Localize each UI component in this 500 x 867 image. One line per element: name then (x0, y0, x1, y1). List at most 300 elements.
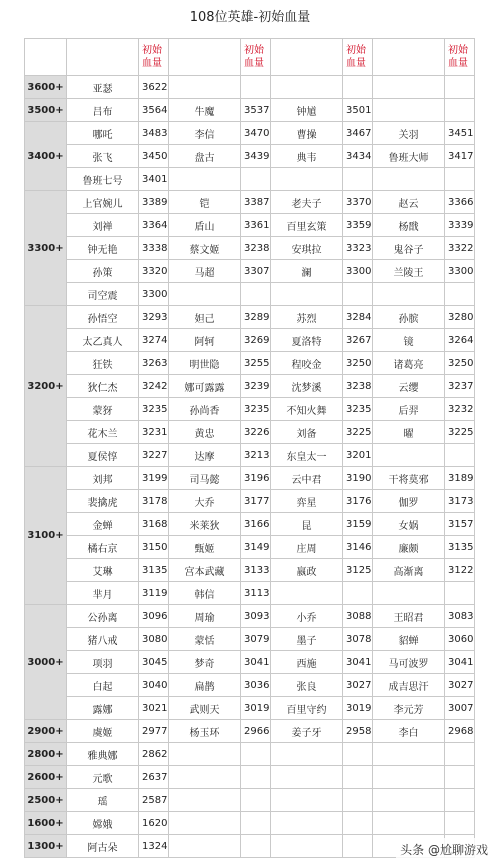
hero-hp: 1620 (139, 812, 169, 835)
hero-name: 牛魔 (169, 99, 241, 122)
table-row (25, 352, 475, 375)
hero-hp: 3093 (241, 605, 271, 628)
hero-name: 瑶 (67, 789, 139, 812)
hero-hp: 3564 (139, 99, 169, 122)
hero-name: 典韦 (271, 145, 343, 168)
hero-hp: 3078 (343, 628, 373, 651)
hero-name (271, 582, 343, 605)
hero-name: 孙悟空 (67, 306, 139, 329)
hero-hp: 3019 (343, 697, 373, 720)
hero-hp: 3263 (139, 352, 169, 375)
hero-hp (445, 76, 475, 99)
hero-hp: 3226 (241, 421, 271, 444)
hero-hp: 2958 (343, 720, 373, 743)
hero-hp: 3149 (241, 536, 271, 559)
hero-name: 司空震 (67, 283, 139, 306)
hero-hp: 2637 (139, 766, 169, 789)
hero-hp (343, 168, 373, 191)
hero-hp: 3364 (139, 214, 169, 237)
tier-label: 3500+ (25, 99, 67, 122)
hero-name: 铠 (169, 191, 241, 214)
hero-hp: 3483 (139, 122, 169, 145)
hero-hp: 3231 (139, 421, 169, 444)
hero-hp: 3146 (343, 536, 373, 559)
hero-name (271, 812, 343, 835)
table-row (25, 651, 475, 674)
hero-name: 百里玄策 (271, 214, 343, 237)
hero-hp: 3300 (445, 260, 475, 283)
hero-hp (343, 743, 373, 766)
tier-label: 2900+ (25, 720, 67, 743)
hero-name: 明世隐 (169, 352, 241, 375)
hero-name: 后羿 (373, 398, 445, 421)
hero-name (373, 99, 445, 122)
hero-hp (343, 835, 373, 858)
hero-hp: 3622 (139, 76, 169, 99)
hero-hp (343, 582, 373, 605)
hero-hp: 3359 (343, 214, 373, 237)
table-row (25, 260, 475, 283)
hero-name: 李元芳 (373, 697, 445, 720)
hero-name (169, 789, 241, 812)
hero-name: 镜 (373, 329, 445, 352)
hero-hp: 3189 (445, 467, 475, 490)
hero-name: 蔡文姬 (169, 237, 241, 260)
tier-label: 3200+ (25, 306, 67, 467)
hero-name (271, 168, 343, 191)
hero-hp: 3213 (241, 444, 271, 467)
header-hp-label: 初始血量 (241, 39, 271, 76)
table-row (25, 329, 475, 352)
header-hp-label: 初始血量 (445, 39, 475, 76)
hero-name: 金蝉 (67, 513, 139, 536)
hero-name: 杨玉环 (169, 720, 241, 743)
header-hp-label: 初始血量 (139, 39, 169, 76)
hero-hp: 3267 (343, 329, 373, 352)
table-row (25, 720, 475, 743)
header-hp-label: 初始血量 (343, 39, 373, 76)
tier-label: 3300+ (25, 191, 67, 306)
hero-hp: 3225 (343, 421, 373, 444)
hero-name (373, 743, 445, 766)
hero-name: 貂蝉 (373, 628, 445, 651)
hero-name: 花木兰 (67, 421, 139, 444)
tier-label: 1300+ (25, 835, 67, 858)
hero-hp: 3036 (241, 674, 271, 697)
hero-name: 阿古朵 (67, 835, 139, 858)
hero-hp (445, 444, 475, 467)
hero-hp: 3122 (445, 559, 475, 582)
hero-name: 妲己 (169, 306, 241, 329)
hero-hp: 3370 (343, 191, 373, 214)
hero-name: 不知火舞 (271, 398, 343, 421)
hero-hp: 3307 (241, 260, 271, 283)
hero-hp (343, 812, 373, 835)
hero-name: 橘右京 (67, 536, 139, 559)
hero-hp (241, 766, 271, 789)
hero-hp: 3007 (445, 697, 475, 720)
hero-name: 昆 (271, 513, 343, 536)
hero-hp: 3113 (241, 582, 271, 605)
hero-hp: 3250 (343, 352, 373, 375)
hero-hp: 3238 (343, 375, 373, 398)
hero-hp: 3269 (241, 329, 271, 352)
hero-hp: 3470 (241, 122, 271, 145)
hero-name: 小乔 (271, 605, 343, 628)
hero-hp: 3366 (445, 191, 475, 214)
hero-hp: 3235 (343, 398, 373, 421)
hero-name (169, 168, 241, 191)
hero-hp: 3135 (139, 559, 169, 582)
hero-name: 司马懿 (169, 467, 241, 490)
hero-name: 裴擒虎 (67, 490, 139, 513)
hero-name (373, 168, 445, 191)
hero-name: 刘备 (271, 421, 343, 444)
hero-hp: 2587 (139, 789, 169, 812)
hero-hp (241, 743, 271, 766)
hero-name: 关羽 (373, 122, 445, 145)
hero-hp: 2968 (445, 720, 475, 743)
hero-hp: 3199 (139, 467, 169, 490)
hero-hp: 3080 (139, 628, 169, 651)
hero-name: 伽罗 (373, 490, 445, 513)
table-row (25, 743, 475, 766)
hero-name (271, 283, 343, 306)
hero-name (373, 283, 445, 306)
hero-name (373, 812, 445, 835)
hero-name: 鲁班大师 (373, 145, 445, 168)
hero-name: 达摩 (169, 444, 241, 467)
hero-name: 杨戬 (373, 214, 445, 237)
hero-name: 蒙恬 (169, 628, 241, 651)
hero-hp: 3173 (445, 490, 475, 513)
tier-label: 2500+ (25, 789, 67, 812)
hero-hp: 3041 (343, 651, 373, 674)
table-row (25, 789, 475, 812)
hero-hp: 3250 (445, 352, 475, 375)
hero-hp: 3190 (343, 467, 373, 490)
header-name-cell (169, 39, 241, 76)
hero-name: 钟馗 (271, 99, 343, 122)
hero-name (169, 812, 241, 835)
hero-name: 兰陵王 (373, 260, 445, 283)
hero-hp: 3320 (139, 260, 169, 283)
hero-hp: 3274 (139, 329, 169, 352)
hero-name: 刘禅 (67, 214, 139, 237)
hero-name: 公孙离 (67, 605, 139, 628)
table-row (25, 490, 475, 513)
hero-hp: 3280 (445, 306, 475, 329)
hero-name: 上官婉儿 (67, 191, 139, 214)
hero-name: 马可波罗 (373, 651, 445, 674)
hero-name: 干将莫邪 (373, 467, 445, 490)
page-title: 108位英雄-初始血量 (189, 10, 311, 25)
hero-name (271, 76, 343, 99)
hero-hp (343, 766, 373, 789)
hero-hp: 3293 (139, 306, 169, 329)
hero-name: 亚瑟 (67, 76, 139, 99)
hero-hp (445, 789, 475, 812)
hero-hp (343, 76, 373, 99)
hero-name: 狄仁杰 (67, 375, 139, 398)
hero-name: 夏侯惇 (67, 444, 139, 467)
hero-hp: 3451 (445, 122, 475, 145)
hero-name (373, 582, 445, 605)
hero-hp: 3135 (445, 536, 475, 559)
hero-hp: 3434 (343, 145, 373, 168)
hero-name: 安琪拉 (271, 237, 343, 260)
hero-name: 宫本武藏 (169, 559, 241, 582)
hero-hp: 3235 (241, 398, 271, 421)
hero-hp: 3255 (241, 352, 271, 375)
hero-hp: 3157 (445, 513, 475, 536)
hero-name: 武则天 (169, 697, 241, 720)
hero-hp: 3322 (445, 237, 475, 260)
hero-hp (241, 812, 271, 835)
hero-name: 刘邦 (67, 467, 139, 490)
table-row (25, 467, 475, 490)
hero-hp: 3237 (445, 375, 475, 398)
hero-name (373, 444, 445, 467)
hero-name: 元歌 (67, 766, 139, 789)
hero-name: 诸葛亮 (373, 352, 445, 375)
hero-hp: 3168 (139, 513, 169, 536)
hero-name: 嫦娥 (67, 812, 139, 835)
hero-hp: 3019 (241, 697, 271, 720)
hero-hp (445, 766, 475, 789)
hero-hp: 3501 (343, 99, 373, 122)
hero-hp: 3450 (139, 145, 169, 168)
hero-name: 哪吒 (67, 122, 139, 145)
hero-name (169, 743, 241, 766)
table-row (25, 99, 475, 122)
hero-name (373, 76, 445, 99)
hero-name: 扁鹊 (169, 674, 241, 697)
hero-name: 王昭君 (373, 605, 445, 628)
hero-name: 曜 (373, 421, 445, 444)
table-row (25, 605, 475, 628)
hero-name: 赵云 (373, 191, 445, 214)
hero-name: 白起 (67, 674, 139, 697)
hero-name: 成吉思汗 (373, 674, 445, 697)
hero-hp: 3264 (445, 329, 475, 352)
hero-name: 老夫子 (271, 191, 343, 214)
hero-name (373, 766, 445, 789)
hero-name: 太乙真人 (67, 329, 139, 352)
hero-name (169, 283, 241, 306)
table-row (25, 237, 475, 260)
table-row (25, 306, 475, 329)
hero-name (271, 789, 343, 812)
tier-label: 3600+ (25, 76, 67, 99)
hero-name: 澜 (271, 260, 343, 283)
hero-name: 张良 (271, 674, 343, 697)
hero-hp: 3239 (241, 375, 271, 398)
table-row (25, 559, 475, 582)
hero-name: 庄周 (271, 536, 343, 559)
hero-name: 大乔 (169, 490, 241, 513)
hero-name (169, 766, 241, 789)
hero-hp: 3196 (241, 467, 271, 490)
hero-name: 张飞 (67, 145, 139, 168)
hero-hp: 3235 (139, 398, 169, 421)
table-row (25, 214, 475, 237)
hero-hp: 1324 (139, 835, 169, 858)
hero-name: 百里守约 (271, 697, 343, 720)
hero-name: 猪八戒 (67, 628, 139, 651)
hero-hp: 3439 (241, 145, 271, 168)
watermark: 头条 @尬聊游戏 (396, 838, 492, 862)
hero-name: 孙策 (67, 260, 139, 283)
hero-hp: 3467 (343, 122, 373, 145)
hero-name (271, 835, 343, 858)
hero-hp: 3045 (139, 651, 169, 674)
table-row (25, 76, 475, 99)
hero-name: 吕布 (67, 99, 139, 122)
hero-name (271, 766, 343, 789)
header-name-cell (271, 39, 343, 76)
hero-hp: 3178 (139, 490, 169, 513)
hero-name: 曹操 (271, 122, 343, 145)
hero-name: 程咬金 (271, 352, 343, 375)
hero-hp: 3389 (139, 191, 169, 214)
hero-hp (241, 168, 271, 191)
hero-name: 李白 (373, 720, 445, 743)
hero-name: 娜可露露 (169, 375, 241, 398)
table-row (25, 628, 475, 651)
table-row (25, 444, 475, 467)
hero-hp: 3225 (445, 421, 475, 444)
table-row (25, 283, 475, 306)
hero-hp (445, 99, 475, 122)
hero-hp: 3417 (445, 145, 475, 168)
tier-label: 2800+ (25, 743, 67, 766)
hero-name: 黄忠 (169, 421, 241, 444)
table-row (25, 122, 475, 145)
hero-name: 沈梦溪 (271, 375, 343, 398)
hero-hp: 3041 (241, 651, 271, 674)
hero-name: 虞姬 (67, 720, 139, 743)
tier-label: 3100+ (25, 467, 67, 605)
hero-name: 周瑜 (169, 605, 241, 628)
hero-hp: 3339 (445, 214, 475, 237)
hero-hp: 3133 (241, 559, 271, 582)
hero-hp: 2977 (139, 720, 169, 743)
hero-hp (241, 283, 271, 306)
hero-hp-table (24, 38, 475, 858)
hero-name: 项羽 (67, 651, 139, 674)
hero-hp (343, 283, 373, 306)
hero-name: 蒙犽 (67, 398, 139, 421)
hero-hp (445, 743, 475, 766)
hero-name: 苏烈 (271, 306, 343, 329)
hero-name: 孙尚香 (169, 398, 241, 421)
hero-name: 狂铁 (67, 352, 139, 375)
hero-hp: 3361 (241, 214, 271, 237)
hero-name: 李信 (169, 122, 241, 145)
hero-hp: 3284 (343, 306, 373, 329)
hero-hp: 3300 (343, 260, 373, 283)
hero-hp: 3027 (343, 674, 373, 697)
hero-name: 露娜 (67, 697, 139, 720)
hero-hp: 3323 (343, 237, 373, 260)
table-row (25, 191, 475, 214)
tier-label: 2600+ (25, 766, 67, 789)
hero-name: 廉颇 (373, 536, 445, 559)
hero-name: 西施 (271, 651, 343, 674)
table-row (25, 766, 475, 789)
hero-name: 云中君 (271, 467, 343, 490)
hero-hp: 3201 (343, 444, 373, 467)
hero-hp: 3125 (343, 559, 373, 582)
hero-hp: 3300 (139, 283, 169, 306)
hero-name (373, 789, 445, 812)
hero-hp: 2966 (241, 720, 271, 743)
hero-name: 钟无艳 (67, 237, 139, 260)
hero-name (169, 835, 241, 858)
table-row (25, 398, 475, 421)
hero-name: 甄姬 (169, 536, 241, 559)
table-row (25, 145, 475, 168)
hero-hp: 3338 (139, 237, 169, 260)
hero-name: 盘古 (169, 145, 241, 168)
header-corner (25, 39, 67, 76)
hero-name: 雅典娜 (67, 743, 139, 766)
hero-hp (445, 168, 475, 191)
hero-name: 鲁班七号 (67, 168, 139, 191)
table-row (25, 421, 475, 444)
hero-hp: 3232 (445, 398, 475, 421)
hero-hp: 3387 (241, 191, 271, 214)
hero-hp: 3021 (139, 697, 169, 720)
table-row (25, 697, 475, 720)
hero-hp: 3041 (445, 651, 475, 674)
hero-hp: 3119 (139, 582, 169, 605)
tier-label: 3400+ (25, 122, 67, 191)
hero-hp (241, 835, 271, 858)
hero-hp: 3238 (241, 237, 271, 260)
tier-label: 3000+ (25, 605, 67, 720)
hero-hp: 3150 (139, 536, 169, 559)
hero-hp: 3088 (343, 605, 373, 628)
hero-name: 嬴政 (271, 559, 343, 582)
hero-name: 弈星 (271, 490, 343, 513)
table-row (25, 812, 475, 835)
hero-hp: 3166 (241, 513, 271, 536)
table-row (25, 674, 475, 697)
hero-name: 芈月 (67, 582, 139, 605)
hero-name: 姜子牙 (271, 720, 343, 743)
table-row (25, 375, 475, 398)
hero-name (271, 743, 343, 766)
hero-name: 夏洛特 (271, 329, 343, 352)
hero-hp: 3083 (445, 605, 475, 628)
hero-name: 墨子 (271, 628, 343, 651)
hero-hp (445, 582, 475, 605)
hero-hp: 3096 (139, 605, 169, 628)
hero-hp: 3242 (139, 375, 169, 398)
hero-name: 米莱狄 (169, 513, 241, 536)
hero-hp: 3289 (241, 306, 271, 329)
hero-hp (445, 812, 475, 835)
hero-hp: 3177 (241, 490, 271, 513)
hero-name: 韩信 (169, 582, 241, 605)
tier-label: 1600+ (25, 812, 67, 835)
hero-name: 鬼谷子 (373, 237, 445, 260)
hero-hp (445, 283, 475, 306)
header-row (25, 39, 475, 76)
hero-hp: 3176 (343, 490, 373, 513)
